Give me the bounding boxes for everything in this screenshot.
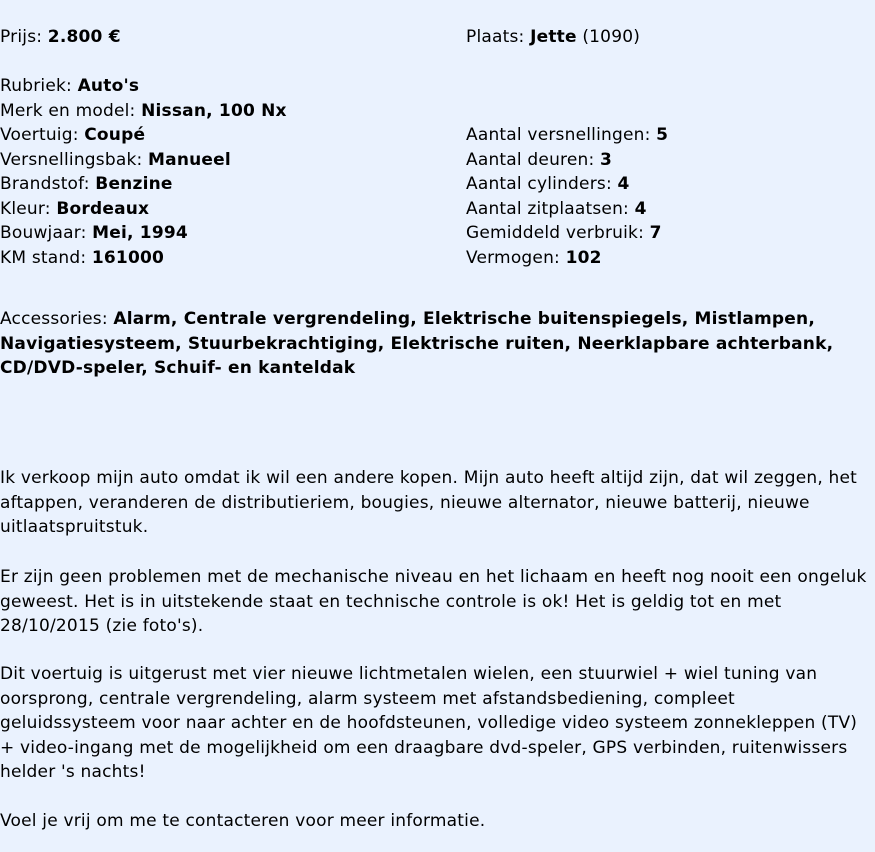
spec-label: Aantal versnellingen: xyxy=(466,125,651,145)
spec-value: Manueel xyxy=(148,149,231,170)
spec-row-year xyxy=(0,221,188,245)
spec-row-mileage xyxy=(0,246,164,270)
spec-value: 161000 xyxy=(91,247,165,268)
spec-row-category xyxy=(0,74,139,98)
description-paragraph: Voel je vrij om me te contacteren voor meer informatie. xyxy=(0,811,486,831)
spec-row-power xyxy=(466,246,602,270)
spec-row-fuel xyxy=(0,172,173,196)
spec-label: Voertuig: xyxy=(0,125,79,145)
description-paragraph: Ik verkoop mijn auto omdat ik wil een andere kopen. Mijn auto heeft altijd zijn, dat wil zeggen, het aftappen, veranderen de distributieriem, bougies, nieuwe alternator, nieuwe batterij, nieuwe uitlaatspruitstuk. xyxy=(0,468,858,537)
spec-value: Bordeaux xyxy=(56,198,150,219)
spec-label: Aantal zitplaatsen: xyxy=(466,198,629,219)
spec-value: 4 xyxy=(634,198,647,219)
price-row xyxy=(0,25,121,49)
spec-label: Bouwjaar: xyxy=(0,223,87,243)
spec-label: Vermogen: xyxy=(466,247,560,268)
description-paragraph: Er zijn geen problemen met de mechanische niveau en het lichaam en heeft nog nooit een ongeluk geweest. Het is in uitstekende staat en technische controle is ok! Het is geldig tot en met 28/10/2015 (zie foto's). xyxy=(0,567,867,636)
spec-row-consumption xyxy=(466,221,662,245)
spec-value: Coupé xyxy=(84,125,146,145)
spec-row-gearbox xyxy=(0,148,231,172)
spec-value: Mei, 1994 xyxy=(92,223,188,243)
price-value: 2.800 € xyxy=(47,27,121,47)
spec-row-seats xyxy=(466,197,647,221)
spec-row-doors xyxy=(466,148,612,172)
place-row xyxy=(466,25,640,49)
spec-value: 102 xyxy=(565,247,602,268)
accessories-label: Accessories: xyxy=(0,309,108,329)
spec-label: Versnellingsbak: xyxy=(0,149,143,170)
spec-label: Aantal deuren: xyxy=(466,149,595,170)
place-label: Plaats: xyxy=(466,27,525,47)
spec-row-color xyxy=(0,197,149,221)
place-value: Jette xyxy=(530,27,577,47)
spec-value: 3 xyxy=(600,149,613,170)
spec-value: Auto's xyxy=(77,76,140,96)
spec-value: 7 xyxy=(649,223,662,243)
spec-label: Gemiddeld verbruik: xyxy=(466,223,645,243)
spec-value: Nissan, 100 Nx xyxy=(141,100,287,121)
spec-label: KM stand: xyxy=(0,247,87,268)
spec-label: Rubriek: xyxy=(0,76,72,96)
description-paragraph: Dit voertuig is uitgerust met vier nieuwe lichtmetalen wielen, een stuurwiel + wiel tuning van oorsprong, centrale vergrendeling, alarm systeem met afstandsbediening, compleet geluidssysteem voor naar achter en de hoofdsteunen, volledige video systeem zonnekleppen (TV) + video-ingang met de mogelijkheid om een draagbare dvd-speler, GPS verbinden, ruitenwissers helder 's nachts! xyxy=(0,664,858,782)
spec-value: 4 xyxy=(617,174,630,194)
spec-value: 5 xyxy=(656,125,669,145)
spec-label: Brandstof: xyxy=(0,174,90,194)
spec-label: Merk en model: xyxy=(0,100,136,121)
spec-row-vehicle xyxy=(0,123,145,147)
spec-row-make-model xyxy=(0,99,287,123)
spec-row-gears xyxy=(466,123,668,147)
spec-value: Benzine xyxy=(95,174,173,194)
accessories-value: Alarm, Centrale vergrendeling, Elektrische buitenspiegels, Mistlampen, Navigatiesysteem, Stuurbekrachtiging, Elektrische ruiten, Neerklapbare achterbank, CD/DVD-speler, Schuif- en kanteldak xyxy=(0,309,834,378)
price-label: Prijs: xyxy=(0,27,43,47)
spec-row-cylinders xyxy=(466,172,630,196)
accessories xyxy=(0,307,875,381)
spec-label: Kleur: xyxy=(0,198,51,219)
place-postcode: (1090) xyxy=(582,27,641,47)
spec-label: Aantal cylinders: xyxy=(466,174,612,194)
